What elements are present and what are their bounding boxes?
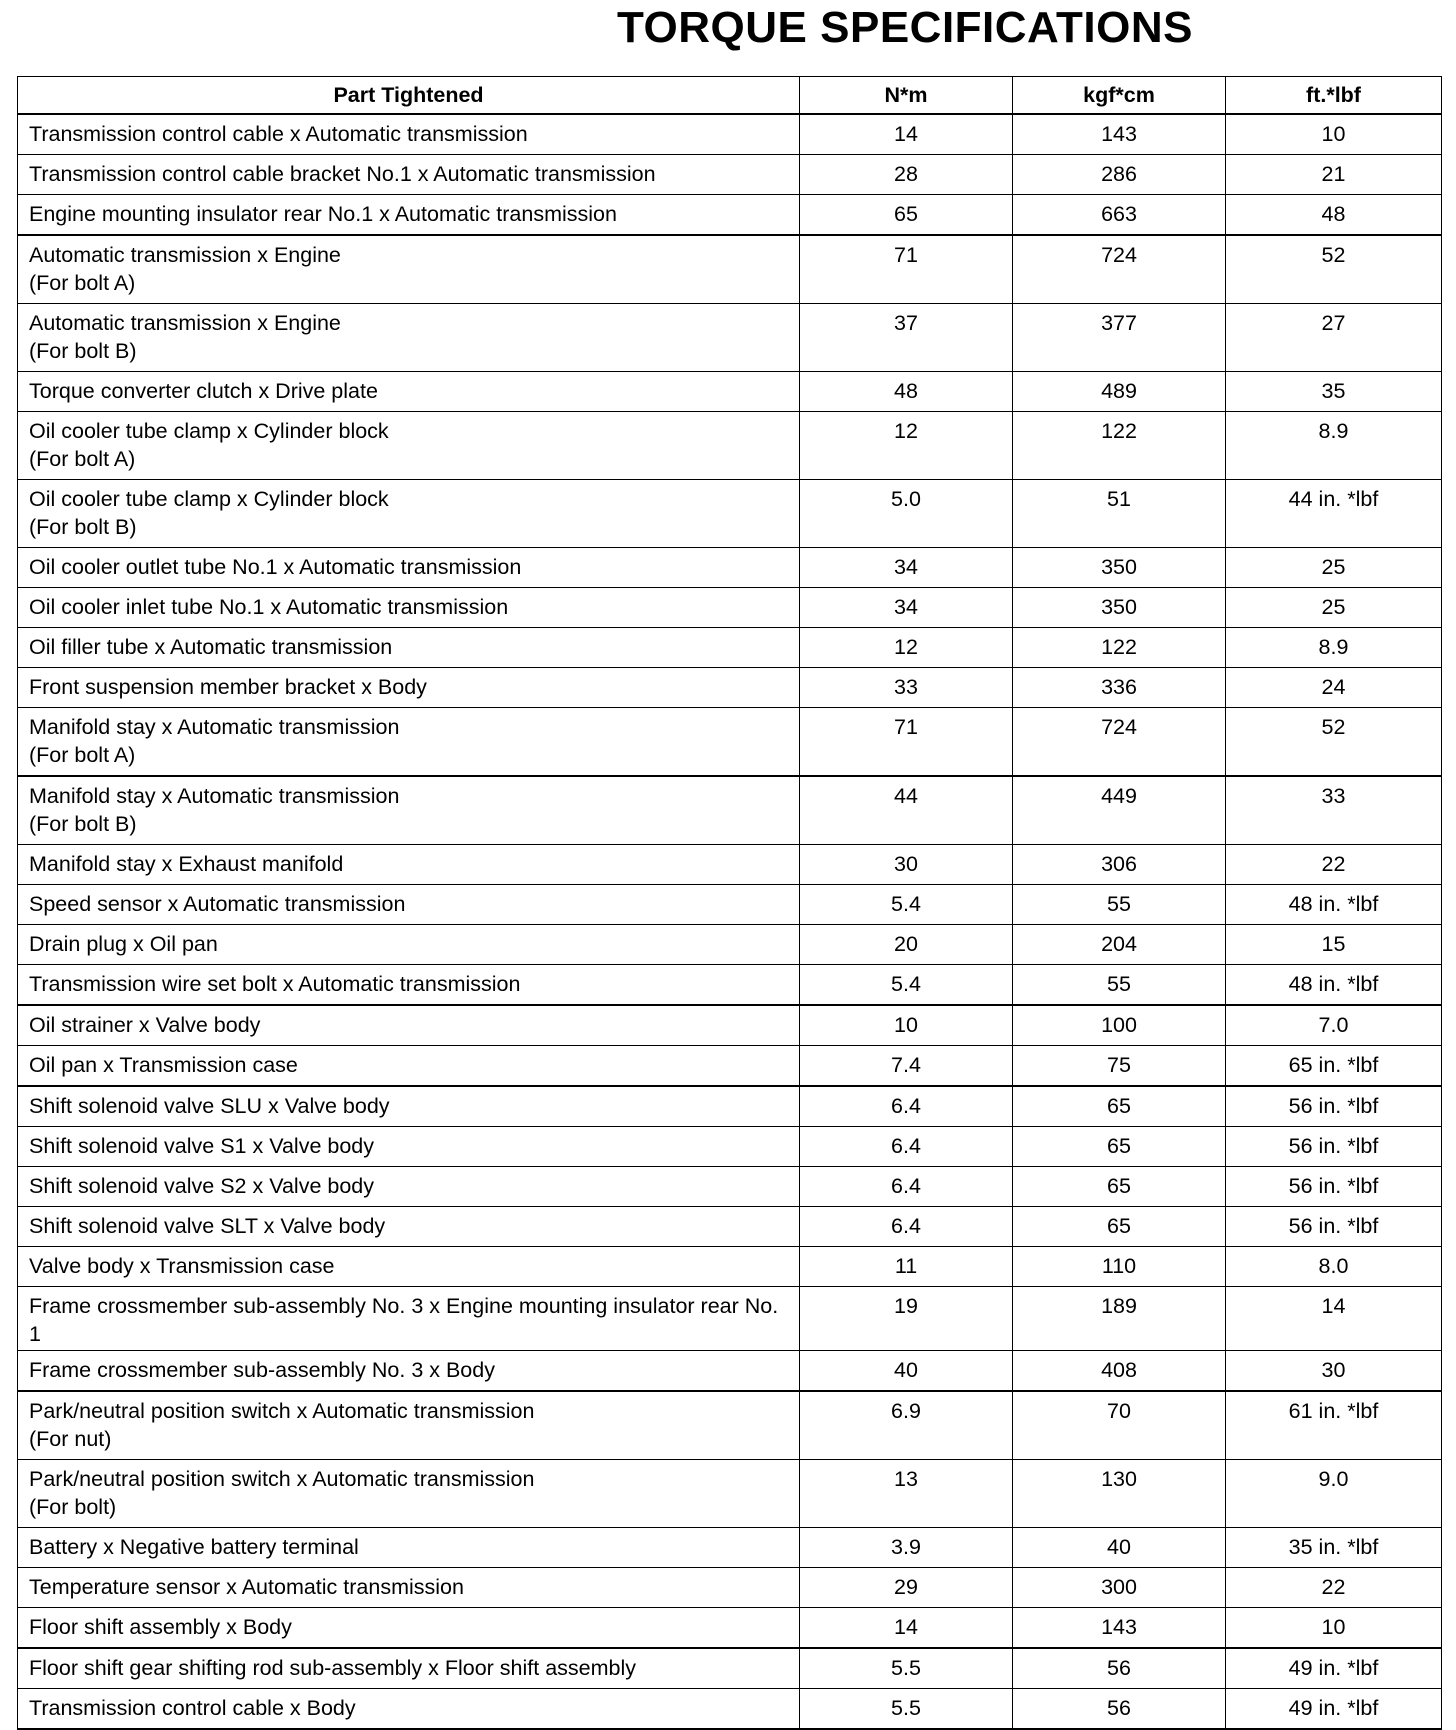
newton-meter-cell: 13 bbox=[800, 1460, 1013, 1528]
newton-meter-cell: 3.9 bbox=[800, 1528, 1013, 1568]
kgf-cm-cell: 75 bbox=[1013, 1046, 1226, 1087]
newton-meter-cell: 37 bbox=[800, 304, 1013, 372]
part-name: Manifold stay x Automatic transmission bbox=[29, 784, 400, 808]
newton-meter-cell: 29 bbox=[800, 1568, 1013, 1608]
part-name: Speed sensor x Automatic transmission bbox=[29, 892, 406, 916]
newton-meter-cell: 44 bbox=[800, 776, 1013, 845]
part-tightened-cell bbox=[18, 1287, 800, 1351]
part-tightened-cell bbox=[18, 155, 800, 195]
ft-lbf-cell: 48 in. *lbf bbox=[1226, 965, 1442, 1006]
part-name: Floor shift gear shifting rod sub-assembly x Floor shift assembly bbox=[29, 1656, 637, 1680]
kgf-cm-cell: 56 bbox=[1013, 1689, 1226, 1730]
table-row bbox=[18, 588, 1442, 628]
table-row bbox=[18, 885, 1442, 925]
ft-lbf-cell: 25 bbox=[1226, 588, 1442, 628]
ft-lbf-cell: 56 in. *lbf bbox=[1226, 1207, 1442, 1247]
part-name: Oil cooler outlet tube No.1 x Automatic transmission bbox=[29, 555, 522, 579]
ft-lbf-cell: 48 in. *lbf bbox=[1226, 885, 1442, 925]
table-row bbox=[18, 1207, 1442, 1247]
table-row bbox=[18, 480, 1442, 548]
table-row bbox=[18, 1046, 1442, 1087]
newton-meter-cell: 48 bbox=[800, 372, 1013, 412]
part-note: (For nut) bbox=[29, 1427, 112, 1451]
ft-lbf-cell: 65 in. *lbf bbox=[1226, 1046, 1442, 1087]
part-tightened-cell bbox=[18, 1167, 800, 1207]
newton-meter-cell: 34 bbox=[800, 588, 1013, 628]
part-tightened-cell bbox=[18, 372, 800, 412]
header-part-tightened: Part Tightened bbox=[18, 77, 800, 115]
newton-meter-cell: 10 bbox=[800, 1005, 1013, 1046]
part-tightened-cell bbox=[18, 1648, 800, 1689]
kgf-cm-cell: 40 bbox=[1013, 1528, 1226, 1568]
ft-lbf-cell: 9.0 bbox=[1226, 1460, 1442, 1528]
part-tightened-cell bbox=[18, 1608, 800, 1649]
newton-meter-cell: 28 bbox=[800, 155, 1013, 195]
table-row bbox=[18, 708, 1442, 777]
table-row bbox=[18, 1460, 1442, 1528]
part-name: Temperature sensor x Automatic transmission bbox=[29, 1575, 464, 1599]
newton-meter-cell: 12 bbox=[800, 412, 1013, 480]
part-note: (For bolt A) bbox=[29, 743, 136, 767]
kgf-cm-cell: 51 bbox=[1013, 480, 1226, 548]
newton-meter-cell: 71 bbox=[800, 708, 1013, 777]
kgf-cm-cell: 377 bbox=[1013, 304, 1226, 372]
table-row bbox=[18, 776, 1442, 845]
table-row bbox=[18, 1247, 1442, 1287]
newton-meter-cell: 30 bbox=[800, 845, 1013, 885]
table-row bbox=[18, 155, 1442, 195]
part-name: Oil strainer x Valve body bbox=[29, 1013, 261, 1037]
table-row bbox=[18, 965, 1442, 1006]
part-tightened-cell bbox=[18, 114, 800, 155]
newton-meter-cell: 5.4 bbox=[800, 885, 1013, 925]
part-name: Oil pan x Transmission case bbox=[29, 1053, 298, 1077]
part-name: Torque converter clutch x Drive plate bbox=[29, 379, 378, 403]
kgf-cm-cell: 56 bbox=[1013, 1648, 1226, 1689]
ft-lbf-cell: 8.9 bbox=[1226, 412, 1442, 480]
kgf-cm-cell: 110 bbox=[1013, 1247, 1226, 1287]
part-name: Oil cooler tube clamp x Cylinder block bbox=[29, 487, 389, 511]
header-newton-meter: N*m bbox=[800, 77, 1013, 115]
part-name: Manifold stay x Exhaust manifold bbox=[29, 852, 344, 876]
table-row bbox=[18, 195, 1442, 236]
kgf-cm-cell: 100 bbox=[1013, 1005, 1226, 1046]
kgf-cm-cell: 724 bbox=[1013, 235, 1226, 304]
part-name: Battery x Negative battery terminal bbox=[29, 1535, 359, 1559]
newton-meter-cell: 5.5 bbox=[800, 1648, 1013, 1689]
ft-lbf-cell: 49 in. *lbf bbox=[1226, 1689, 1442, 1730]
part-note: (For bolt B) bbox=[29, 812, 137, 836]
table-row bbox=[18, 628, 1442, 668]
kgf-cm-cell: 122 bbox=[1013, 412, 1226, 480]
newton-meter-cell: 5.0 bbox=[800, 480, 1013, 548]
part-tightened-cell bbox=[18, 412, 800, 480]
part-name: Valve body x Transmission case bbox=[29, 1254, 335, 1278]
ft-lbf-cell: 27 bbox=[1226, 304, 1442, 372]
part-name: Front suspension member bracket x Body bbox=[29, 675, 427, 699]
part-name: Oil cooler inlet tube No.1 x Automatic transmission bbox=[29, 595, 509, 619]
part-name: Shift solenoid valve S1 x Valve body bbox=[29, 1134, 374, 1158]
newton-meter-cell: 33 bbox=[800, 668, 1013, 708]
ft-lbf-cell: 44 in. *lbf bbox=[1226, 480, 1442, 548]
part-name: Park/neutral position switch x Automatic transmission bbox=[29, 1399, 535, 1423]
ft-lbf-cell: 22 bbox=[1226, 845, 1442, 885]
kgf-cm-cell: 300 bbox=[1013, 1568, 1226, 1608]
part-tightened-cell bbox=[18, 925, 800, 965]
part-tightened-cell bbox=[18, 1351, 800, 1392]
part-tightened-cell bbox=[18, 628, 800, 668]
part-tightened-cell bbox=[18, 1046, 800, 1087]
ft-lbf-cell: 56 in. *lbf bbox=[1226, 1086, 1442, 1127]
kgf-cm-cell: 408 bbox=[1013, 1351, 1226, 1392]
ft-lbf-cell: 56 in. *lbf bbox=[1226, 1127, 1442, 1167]
newton-meter-cell: 6.4 bbox=[800, 1167, 1013, 1207]
table-row bbox=[18, 1005, 1442, 1046]
part-tightened-cell bbox=[18, 1086, 800, 1127]
part-tightened-cell bbox=[18, 1528, 800, 1568]
part-tightened-cell bbox=[18, 845, 800, 885]
kgf-cm-cell: 122 bbox=[1013, 628, 1226, 668]
part-tightened-cell bbox=[18, 588, 800, 628]
table-row bbox=[18, 372, 1442, 412]
part-tightened-cell bbox=[18, 885, 800, 925]
ft-lbf-cell: 25 bbox=[1226, 548, 1442, 588]
part-name: Oil cooler tube clamp x Cylinder block bbox=[29, 419, 389, 443]
part-tightened-cell bbox=[18, 965, 800, 1006]
table-header-row bbox=[18, 77, 1442, 115]
part-name: Shift solenoid valve SLT x Valve body bbox=[29, 1214, 386, 1238]
kgf-cm-cell: 65 bbox=[1013, 1207, 1226, 1247]
part-name: Transmission wire set bolt x Automatic transmission bbox=[29, 972, 521, 996]
ft-lbf-cell: 35 bbox=[1226, 372, 1442, 412]
part-name: Frame crossmember sub-assembly No. 3 x Body bbox=[29, 1358, 495, 1382]
ft-lbf-cell: 33 bbox=[1226, 776, 1442, 845]
part-note: (For bolt A) bbox=[29, 447, 136, 471]
part-name: Engine mounting insulator rear No.1 x Automatic transmission bbox=[29, 202, 617, 226]
table-row bbox=[18, 845, 1442, 885]
ft-lbf-cell: 30 bbox=[1226, 1351, 1442, 1392]
kgf-cm-cell: 70 bbox=[1013, 1391, 1226, 1460]
kgf-cm-cell: 189 bbox=[1013, 1287, 1226, 1351]
table-row bbox=[18, 304, 1442, 372]
table-row bbox=[18, 1167, 1442, 1207]
newton-meter-cell: 71 bbox=[800, 235, 1013, 304]
ft-lbf-cell: 52 bbox=[1226, 235, 1442, 304]
ft-lbf-cell: 8.9 bbox=[1226, 628, 1442, 668]
header-ft-lbf: ft.*lbf bbox=[1226, 77, 1442, 115]
newton-meter-cell: 6.4 bbox=[800, 1086, 1013, 1127]
page-title: TORQUE SPECIFICATIONS bbox=[616, 3, 1194, 52]
newton-meter-cell: 20 bbox=[800, 925, 1013, 965]
kgf-cm-cell: 724 bbox=[1013, 708, 1226, 777]
table-row bbox=[18, 1528, 1442, 1568]
ft-lbf-cell: 49 in. *lbf bbox=[1226, 1648, 1442, 1689]
newton-meter-cell: 11 bbox=[800, 1247, 1013, 1287]
part-tightened-cell bbox=[18, 668, 800, 708]
part-tightened-cell bbox=[18, 776, 800, 845]
ft-lbf-cell: 48 bbox=[1226, 195, 1442, 236]
part-tightened-cell bbox=[18, 1460, 800, 1528]
part-name: Automatic transmission x Engine bbox=[29, 311, 341, 335]
part-name: Transmission control cable bracket No.1 x Automatic transmission bbox=[29, 162, 656, 186]
table-row bbox=[18, 925, 1442, 965]
part-note: (For bolt A) bbox=[29, 271, 136, 295]
part-tightened-cell bbox=[18, 480, 800, 548]
table-row bbox=[18, 1568, 1442, 1608]
table-row bbox=[18, 1689, 1442, 1730]
part-tightened-cell bbox=[18, 1689, 800, 1730]
kgf-cm-cell: 65 bbox=[1013, 1167, 1226, 1207]
part-tightened-cell bbox=[18, 548, 800, 588]
kgf-cm-cell: 350 bbox=[1013, 548, 1226, 588]
part-tightened-cell bbox=[18, 195, 800, 236]
newton-meter-cell: 34 bbox=[800, 548, 1013, 588]
ft-lbf-cell: 15 bbox=[1226, 925, 1442, 965]
part-note: (For bolt B) bbox=[29, 515, 137, 539]
part-name: Drain plug x Oil pan bbox=[29, 932, 218, 956]
newton-meter-cell: 65 bbox=[800, 195, 1013, 236]
part-tightened-cell bbox=[18, 304, 800, 372]
table-row bbox=[18, 668, 1442, 708]
table-row bbox=[18, 548, 1442, 588]
table-row bbox=[18, 1608, 1442, 1649]
part-tightened-cell bbox=[18, 1207, 800, 1247]
kgf-cm-cell: 130 bbox=[1013, 1460, 1226, 1528]
ft-lbf-cell: 8.0 bbox=[1226, 1247, 1442, 1287]
part-name: Shift solenoid valve SLU x Valve body bbox=[29, 1094, 390, 1118]
part-name: Oil filler tube x Automatic transmission bbox=[29, 635, 393, 659]
ft-lbf-cell: 35 in. *lbf bbox=[1226, 1528, 1442, 1568]
table-row bbox=[18, 1287, 1442, 1351]
table-row bbox=[18, 1351, 1442, 1392]
ft-lbf-cell: 61 in. *lbf bbox=[1226, 1391, 1442, 1460]
ft-lbf-cell: 21 bbox=[1226, 155, 1442, 195]
newton-meter-cell: 40 bbox=[800, 1351, 1013, 1392]
newton-meter-cell: 7.4 bbox=[800, 1046, 1013, 1087]
ft-lbf-cell: 56 in. *lbf bbox=[1226, 1167, 1442, 1207]
part-name: Floor shift assembly x Body bbox=[29, 1615, 292, 1639]
table-row bbox=[18, 1127, 1442, 1167]
newton-meter-cell: 12 bbox=[800, 628, 1013, 668]
ft-lbf-cell: 22 bbox=[1226, 1568, 1442, 1608]
kgf-cm-cell: 336 bbox=[1013, 668, 1226, 708]
kgf-cm-cell: 65 bbox=[1013, 1086, 1226, 1127]
newton-meter-cell: 19 bbox=[800, 1287, 1013, 1351]
kgf-cm-cell: 663 bbox=[1013, 195, 1226, 236]
part-tightened-cell bbox=[18, 1247, 800, 1287]
table-row bbox=[18, 235, 1442, 304]
ft-lbf-cell: 14 bbox=[1226, 1287, 1442, 1351]
table-row bbox=[18, 114, 1442, 155]
newton-meter-cell: 5.4 bbox=[800, 965, 1013, 1006]
table-row bbox=[18, 1648, 1442, 1689]
kgf-cm-cell: 204 bbox=[1013, 925, 1226, 965]
kgf-cm-cell: 55 bbox=[1013, 885, 1226, 925]
kgf-cm-cell: 306 bbox=[1013, 845, 1226, 885]
ft-lbf-cell: 52 bbox=[1226, 708, 1442, 777]
ft-lbf-cell: 10 bbox=[1226, 1608, 1442, 1649]
part-tightened-cell bbox=[18, 1391, 800, 1460]
part-tightened-cell bbox=[18, 1568, 800, 1608]
part-tightened-cell bbox=[18, 1005, 800, 1046]
newton-meter-cell: 6.9 bbox=[800, 1391, 1013, 1460]
part-name: Shift solenoid valve S2 x Valve body bbox=[29, 1174, 374, 1198]
part-name: Park/neutral position switch x Automatic transmission bbox=[29, 1467, 535, 1491]
part-name: Manifold stay x Automatic transmission bbox=[29, 715, 400, 739]
part-tightened-cell bbox=[18, 1127, 800, 1167]
table-row bbox=[18, 1391, 1442, 1460]
torque-spec-table bbox=[17, 76, 1442, 1730]
kgf-cm-cell: 65 bbox=[1013, 1127, 1226, 1167]
ft-lbf-cell: 7.0 bbox=[1226, 1005, 1442, 1046]
kgf-cm-cell: 55 bbox=[1013, 965, 1226, 1006]
part-tightened-cell bbox=[18, 235, 800, 304]
newton-meter-cell: 5.5 bbox=[800, 1689, 1013, 1730]
part-name: Frame crossmember sub-assembly No. 3 x Engine mounting insulator rear No. 1 bbox=[29, 1294, 779, 1346]
newton-meter-cell: 6.4 bbox=[800, 1127, 1013, 1167]
kgf-cm-cell: 449 bbox=[1013, 776, 1226, 845]
header-kgf-cm: kgf*cm bbox=[1013, 77, 1226, 115]
part-name: Transmission control cable x Body bbox=[29, 1696, 356, 1720]
table-row bbox=[18, 1086, 1442, 1127]
table-body bbox=[18, 114, 1442, 1729]
newton-meter-cell: 14 bbox=[800, 1608, 1013, 1649]
kgf-cm-cell: 350 bbox=[1013, 588, 1226, 628]
ft-lbf-cell: 24 bbox=[1226, 668, 1442, 708]
newton-meter-cell: 6.4 bbox=[800, 1207, 1013, 1247]
kgf-cm-cell: 489 bbox=[1013, 372, 1226, 412]
kgf-cm-cell: 143 bbox=[1013, 114, 1226, 155]
part-tightened-cell bbox=[18, 708, 800, 777]
part-name: Automatic transmission x Engine bbox=[29, 243, 341, 267]
kgf-cm-cell: 143 bbox=[1013, 1608, 1226, 1649]
table-row bbox=[18, 412, 1442, 480]
part-note: (For bolt B) bbox=[29, 339, 137, 363]
part-note: (For bolt) bbox=[29, 1495, 117, 1519]
kgf-cm-cell: 286 bbox=[1013, 155, 1226, 195]
ft-lbf-cell: 10 bbox=[1226, 114, 1442, 155]
part-name: Transmission control cable x Automatic transmission bbox=[29, 122, 528, 146]
newton-meter-cell: 14 bbox=[800, 114, 1013, 155]
